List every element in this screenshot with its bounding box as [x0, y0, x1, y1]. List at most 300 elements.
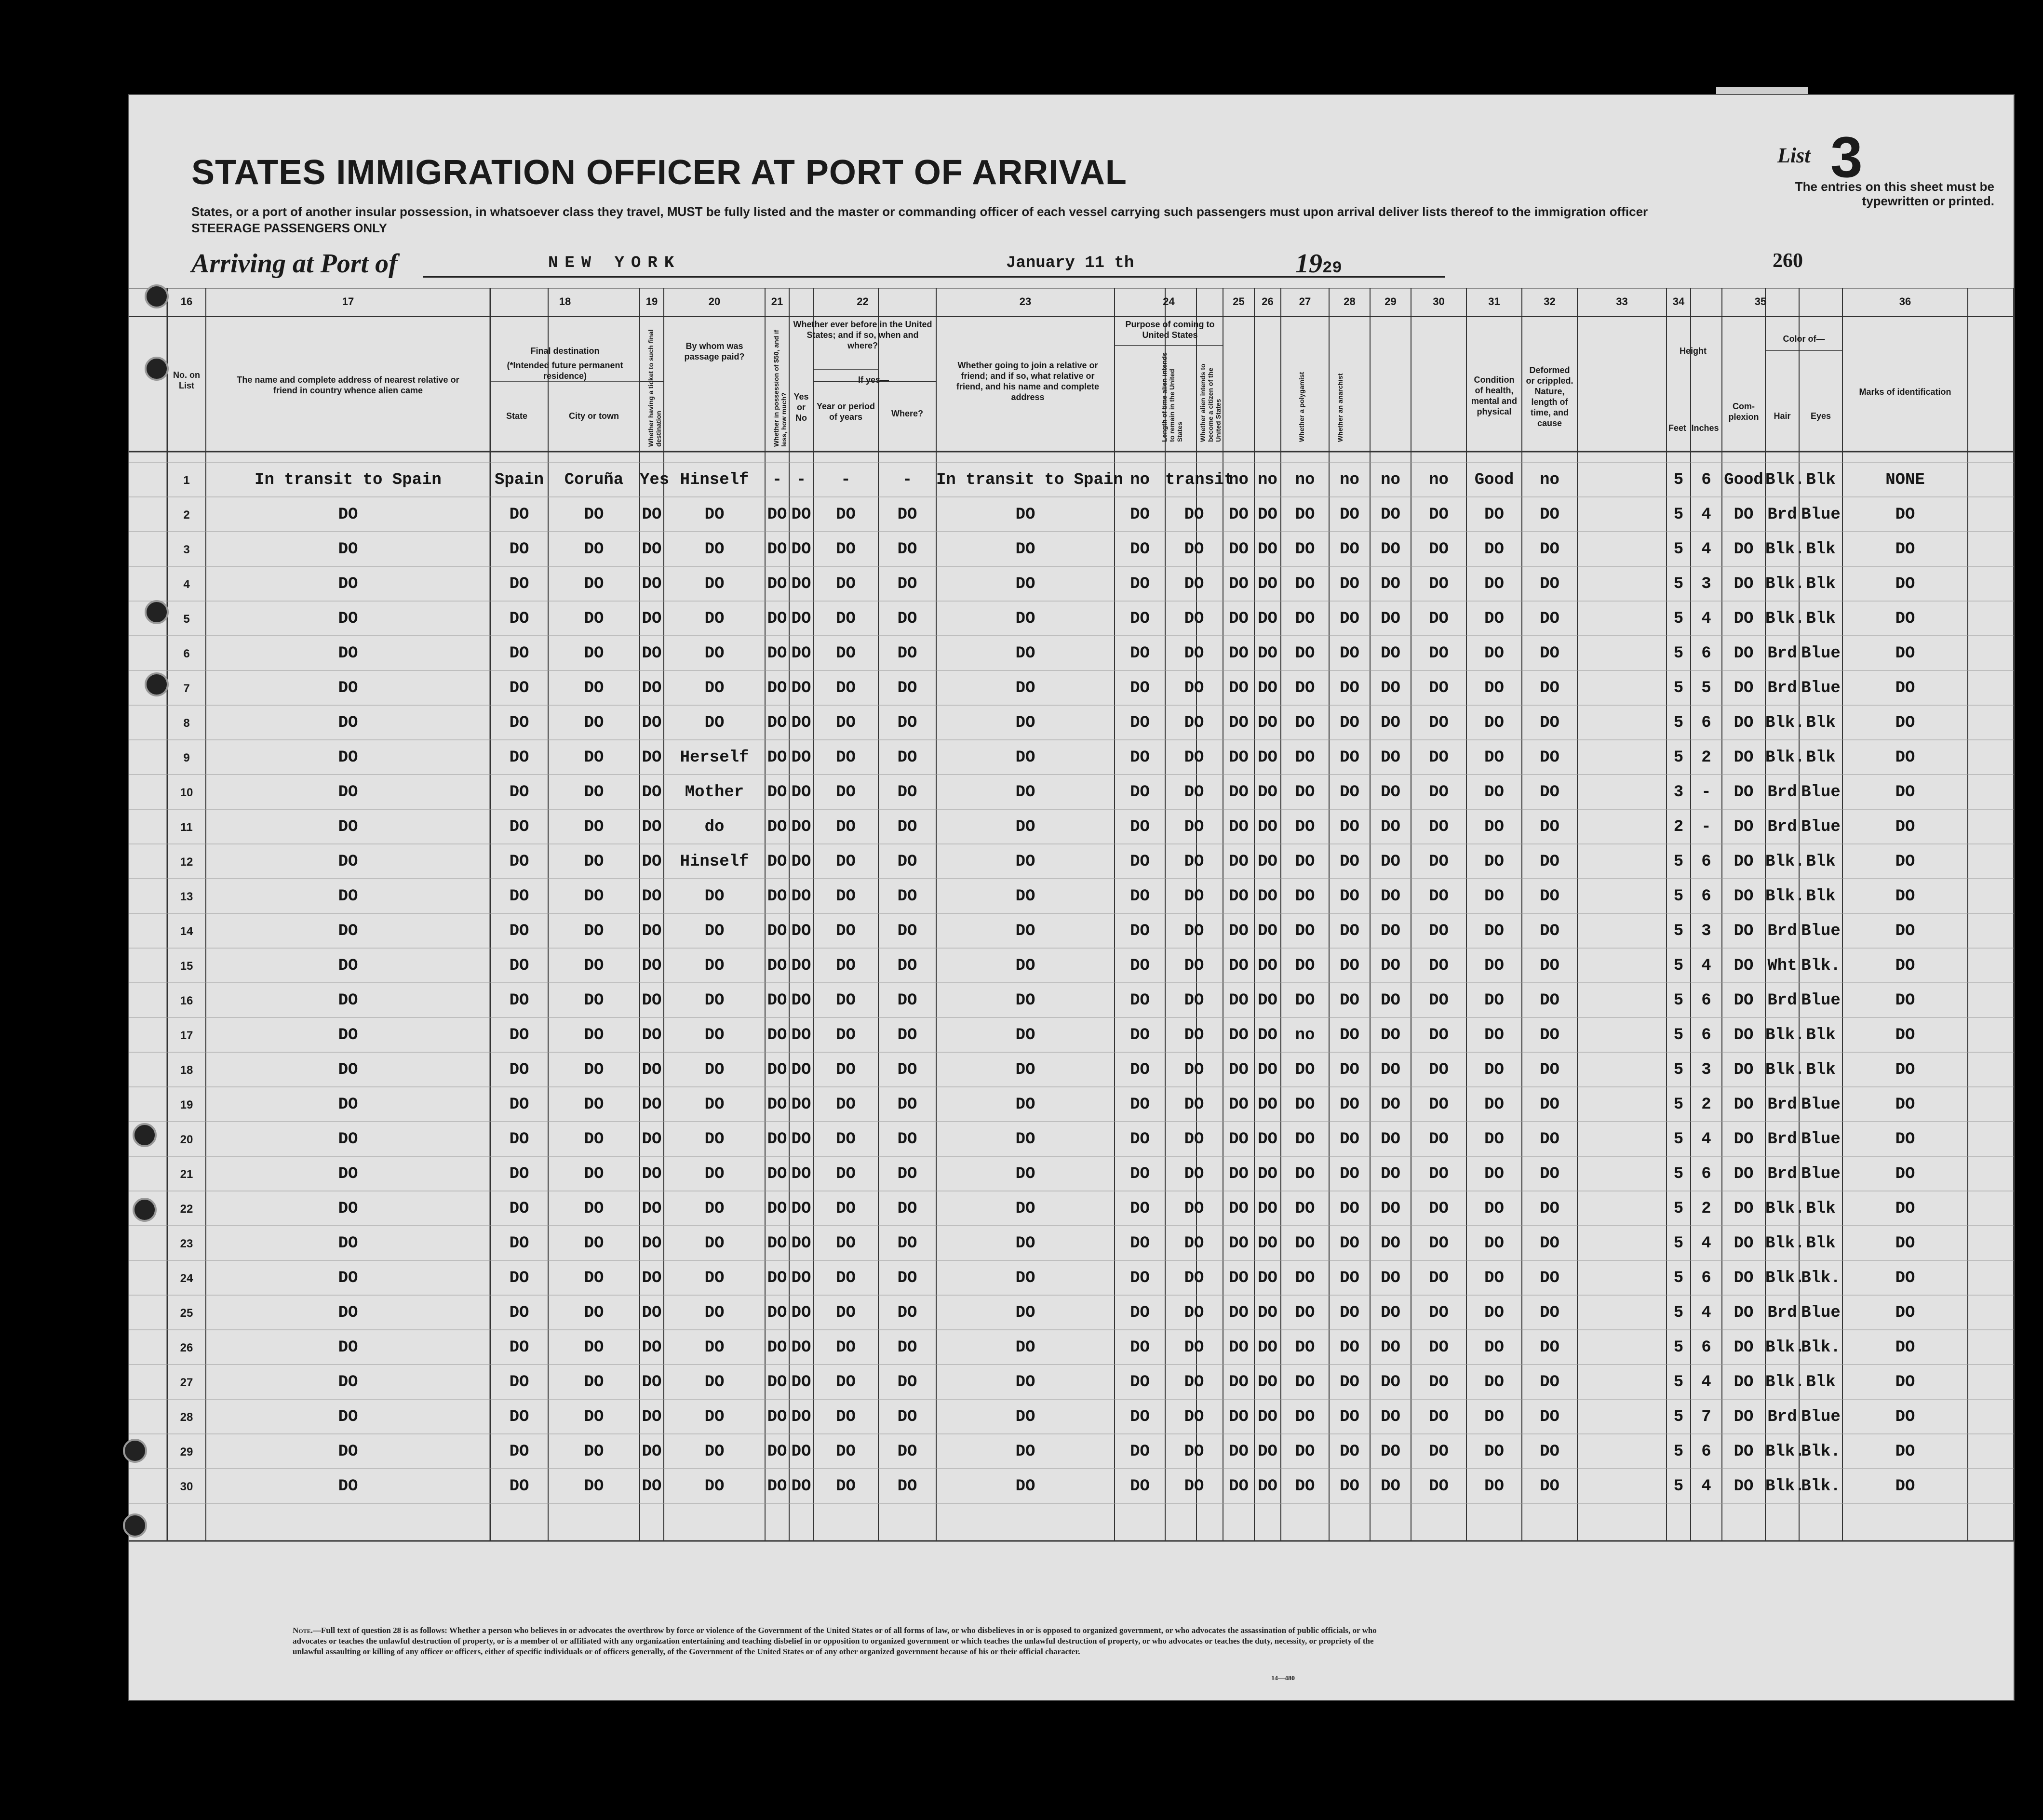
relative-cell: DO [338, 575, 358, 593]
where-cell: DO [897, 714, 917, 732]
relative-cell: DO [338, 783, 358, 802]
deformed-cell: DO [1540, 1408, 1559, 1426]
polygamist-cell: DO [1295, 1408, 1315, 1426]
feet-cell: 5 [1673, 1200, 1684, 1218]
where-cell: DO [897, 887, 917, 906]
column-number-36: 36 [1899, 295, 1911, 308]
city-cell: DO [584, 1165, 604, 1183]
health-cell: DO [1484, 922, 1504, 940]
health-cell: DO [1484, 1269, 1504, 1287]
col30-cell: DO [1429, 818, 1449, 836]
length-cell: DO [1184, 506, 1204, 524]
state-cell: DO [509, 887, 529, 906]
ticket-cell: DO [642, 1130, 662, 1149]
money-cell: DO [767, 1477, 787, 1496]
purpose-cell: DO [1130, 1234, 1150, 1253]
row-number: 10 [180, 786, 193, 799]
marks-cell: DO [1895, 1408, 1915, 1426]
polygamist-cell: DO [1295, 818, 1315, 836]
health-cell: DO [1484, 714, 1504, 732]
passage-paid-cell: DO [704, 991, 725, 1010]
polygamist-cell: DO [1295, 679, 1315, 697]
state-cell: DO [509, 644, 529, 663]
eyes-cell: Blk. [1801, 1269, 1841, 1287]
header-hair: Hair [1774, 411, 1791, 421]
eyes-cell: Blk [1806, 749, 1836, 767]
complexion-cell: DO [1734, 1338, 1754, 1357]
form-number: 14—480 [1271, 1675, 1295, 1682]
col30-cell: DO [1429, 1304, 1449, 1322]
before-cell: DO [791, 1130, 811, 1149]
col26-cell: DO [1258, 1165, 1277, 1183]
before-cell: DO [791, 887, 811, 906]
feet-cell: 5 [1673, 1304, 1684, 1322]
citizen-cell: DO [1229, 540, 1249, 559]
where-cell: DO [897, 1477, 917, 1496]
deformed-cell: DO [1540, 610, 1559, 628]
column-number-35: 35 [1754, 295, 1767, 308]
citizen-cell: DO [1229, 922, 1249, 940]
eyes-cell: Blue [1801, 506, 1841, 524]
deformed-cell: DO [1540, 575, 1559, 593]
eyes-cell: Blk. [1801, 1338, 1841, 1357]
col26-cell: DO [1258, 644, 1277, 663]
inches-cell: 6 [1701, 887, 1711, 906]
city-cell: DO [584, 1096, 604, 1114]
header-where: Where? [891, 409, 923, 418]
complexion-cell: DO [1734, 922, 1754, 940]
state-cell: DO [509, 853, 529, 871]
feet-cell: 5 [1673, 1130, 1684, 1149]
city-cell: DO [584, 506, 604, 524]
joining-cell: DO [1015, 540, 1035, 559]
feet-cell: 5 [1673, 749, 1684, 767]
city-cell: DO [584, 818, 604, 836]
inches-cell: 4 [1701, 1234, 1711, 1253]
purpose-cell: DO [1130, 506, 1150, 524]
length-cell: DO [1184, 957, 1204, 975]
deformed-cell: DO [1540, 679, 1559, 697]
binder-hole [133, 1123, 157, 1147]
anarchist-cell: DO [1340, 610, 1359, 628]
citizen-cell: DO [1229, 783, 1249, 802]
joining-cell: DO [1015, 714, 1035, 732]
before-cell: DO [791, 714, 811, 732]
joining-cell: DO [1015, 1269, 1035, 1287]
complexion-cell: DO [1734, 957, 1754, 975]
anarchist-cell: DO [1340, 853, 1359, 871]
header-height: Height [1680, 346, 1707, 356]
purpose-cell: no [1130, 471, 1150, 489]
header-passage-paid: By whom was passage paid? [684, 341, 745, 361]
header-city: City or town [569, 411, 619, 421]
header-condition-health: Condition of health, mental and physical [1471, 375, 1518, 416]
hair-cell: Blk. [1765, 575, 1805, 593]
hair-cell: Brd [1767, 1096, 1797, 1114]
inches-cell: 4 [1701, 540, 1711, 559]
anarchist-cell: DO [1340, 818, 1359, 836]
ticket-cell: DO [642, 644, 662, 663]
city-cell: DO [584, 853, 604, 871]
citizen-cell: DO [1229, 991, 1249, 1010]
polygamist-cell: no [1295, 471, 1315, 489]
deformed-cell: DO [1540, 922, 1559, 940]
feet-cell: 5 [1673, 1026, 1684, 1044]
where-cell: DO [897, 575, 917, 593]
joining-cell: DO [1015, 853, 1035, 871]
purpose-cell: DO [1130, 1443, 1150, 1461]
col26-cell: DO [1258, 679, 1277, 697]
eyes-cell: Blk. [1801, 1443, 1841, 1461]
joining-cell: DO [1015, 922, 1035, 940]
joining-cell: DO [1015, 679, 1035, 697]
row-number: 3 [183, 543, 190, 556]
hair-cell: Blk. [1765, 1477, 1805, 1496]
before-cell: DO [791, 1443, 811, 1461]
health-cell: DO [1484, 1373, 1504, 1392]
purpose-cell: DO [1130, 610, 1150, 628]
ticket-cell: DO [642, 1408, 662, 1426]
col30-cell: DO [1429, 887, 1449, 906]
state-cell: DO [509, 1061, 529, 1079]
col29-cell: DO [1381, 1408, 1400, 1426]
polygamist-cell: DO [1295, 714, 1315, 732]
passage-paid-cell: Mother [685, 783, 744, 802]
length-cell: DO [1184, 1408, 1204, 1426]
before-cell: DO [791, 1477, 811, 1496]
length-cell: DO [1184, 1130, 1204, 1149]
feet-cell: 5 [1673, 957, 1684, 975]
column-number-28: 28 [1344, 295, 1356, 308]
hair-cell: Brd [1767, 644, 1797, 663]
where-cell: DO [897, 853, 917, 871]
where-cell: DO [897, 1200, 917, 1218]
marks-cell: DO [1895, 1061, 1915, 1079]
length-cell: DO [1184, 610, 1204, 628]
deformed-cell: DO [1540, 1338, 1559, 1357]
city-cell: DO [584, 1269, 604, 1287]
passage-paid-cell: DO [704, 1200, 725, 1218]
state-cell: DO [509, 1234, 529, 1253]
length-cell: DO [1184, 1338, 1204, 1357]
anarchist-cell: DO [1340, 1165, 1359, 1183]
col26-cell: DO [1258, 1234, 1277, 1253]
col26-cell: DO [1258, 1373, 1277, 1392]
anarchist-cell: DO [1340, 714, 1359, 732]
before-cell: DO [791, 1200, 811, 1218]
money-cell: DO [767, 957, 787, 975]
money-cell: DO [767, 1338, 787, 1357]
inches-cell: 4 [1701, 506, 1711, 524]
deformed-cell: DO [1540, 1304, 1559, 1322]
health-cell: DO [1484, 783, 1504, 802]
inches-cell: 4 [1701, 1304, 1711, 1322]
anarchist-cell: DO [1340, 1338, 1359, 1357]
city-cell: DO [584, 1408, 604, 1426]
before-cell: DO [791, 506, 811, 524]
period-cell: DO [836, 749, 856, 767]
passage-paid-cell: DO [704, 957, 725, 975]
column-number-33: 33 [1616, 295, 1628, 308]
instructions-line-2: STEERAGE PASSENGERS ONLY [191, 221, 387, 235]
eyes-cell: Blue [1801, 991, 1841, 1010]
before-cell: DO [791, 1061, 811, 1079]
joining-cell: DO [1015, 610, 1035, 628]
health-cell: DO [1484, 1477, 1504, 1496]
citizen-cell: DO [1229, 506, 1249, 524]
header-anarchist: Whether an anarchist [1336, 373, 1344, 442]
period-cell: DO [836, 540, 856, 559]
health-cell: DO [1484, 957, 1504, 975]
joining-cell: DO [1015, 1338, 1035, 1357]
polygamist-cell: DO [1295, 1269, 1315, 1287]
inches-cell: - [1701, 783, 1711, 802]
col26-cell: DO [1258, 1304, 1277, 1322]
marks-cell: DO [1895, 1200, 1915, 1218]
ticket-cell: DO [642, 1234, 662, 1253]
city-cell: DO [584, 714, 604, 732]
year-suffix: 29 [1322, 259, 1342, 278]
period-cell: DO [836, 1338, 856, 1357]
citizen-cell: DO [1229, 1269, 1249, 1287]
passage-paid-cell: DO [704, 1269, 725, 1287]
page-title: STATES IMMIGRATION OFFICER AT PORT OF ARRIVAL [191, 153, 1127, 192]
relative-cell: DO [338, 1026, 358, 1044]
feet-cell: 5 [1673, 471, 1684, 489]
col29-cell: DO [1381, 540, 1400, 559]
col30-cell: DO [1429, 853, 1449, 871]
state-cell: DO [509, 749, 529, 767]
col29-cell: DO [1381, 957, 1400, 975]
col26-cell: DO [1258, 1443, 1277, 1461]
anarchist-cell: DO [1340, 1130, 1359, 1149]
feet-cell: 3 [1673, 783, 1684, 802]
eyes-cell: Blk [1806, 471, 1836, 489]
purpose-cell: DO [1130, 991, 1150, 1010]
col29-cell: DO [1381, 818, 1400, 836]
col30-cell: DO [1429, 1408, 1449, 1426]
deformed-cell: DO [1540, 506, 1559, 524]
purpose-cell: DO [1130, 575, 1150, 593]
purpose-cell: DO [1130, 1373, 1150, 1392]
health-cell: DO [1484, 887, 1504, 906]
passage-paid-cell: do [704, 818, 725, 836]
eyes-cell: Blk. [1801, 957, 1841, 975]
polygamist-cell: DO [1295, 506, 1315, 524]
length-cell: DO [1184, 783, 1204, 802]
feet-cell: 5 [1673, 1061, 1684, 1079]
citizen-cell: DO [1229, 749, 1249, 767]
length-cell: DO [1184, 853, 1204, 871]
state-cell: DO [509, 1477, 529, 1496]
column-number-25: 25 [1233, 295, 1245, 308]
feet-cell: 5 [1673, 1096, 1684, 1114]
joining-cell: DO [1015, 1130, 1035, 1149]
money-cell: DO [767, 749, 787, 767]
col26-cell: DO [1258, 506, 1277, 524]
purpose-cell: DO [1130, 749, 1150, 767]
city-cell: Coruña [564, 471, 624, 489]
where-cell: DO [897, 1061, 917, 1079]
joining-cell: DO [1015, 1408, 1035, 1426]
feet-cell: 5 [1673, 887, 1684, 906]
deformed-cell: DO [1540, 714, 1559, 732]
marks-cell: DO [1895, 818, 1915, 836]
purpose-cell: DO [1130, 957, 1150, 975]
period-cell: DO [836, 1373, 856, 1392]
hair-cell: Brd [1767, 1304, 1797, 1322]
arrival-year [1295, 248, 1342, 279]
col30-cell: DO [1429, 575, 1449, 593]
header-color-of: Color of— [1783, 334, 1825, 344]
column-number-21: 21 [771, 295, 783, 308]
eyes-cell: Blue [1801, 783, 1841, 802]
state-cell: DO [509, 957, 529, 975]
polygamist-cell: no [1295, 1026, 1315, 1044]
health-cell: Good [1474, 471, 1514, 489]
complexion-cell: DO [1734, 1234, 1754, 1253]
city-cell: DO [584, 1443, 604, 1461]
deformed-cell: DO [1540, 1096, 1559, 1114]
header-possession-50: Whether in possession of $50, and if less, how much? [772, 330, 788, 447]
header-complexion: Com-plexion [1728, 401, 1759, 422]
passage-paid-cell: DO [704, 1477, 725, 1496]
marks-cell: DO [1895, 714, 1915, 732]
anarchist-cell: DO [1340, 1477, 1359, 1496]
manifest-table [129, 288, 2014, 1671]
where-cell: DO [897, 922, 917, 940]
hair-cell: Blk. [1765, 1269, 1805, 1287]
table-grid [129, 288, 2014, 1671]
feet-cell: 5 [1673, 991, 1684, 1010]
complexion-cell: DO [1734, 818, 1754, 836]
col29-cell: DO [1381, 1061, 1400, 1079]
joining-cell: DO [1015, 1234, 1035, 1253]
anarchist-cell: DO [1340, 644, 1359, 663]
deformed-cell: DO [1540, 957, 1559, 975]
before-cell: DO [791, 783, 811, 802]
column-number-24: 24 [1163, 295, 1175, 308]
before-cell: DO [791, 644, 811, 663]
col29-cell: DO [1381, 714, 1400, 732]
list-note: The entries on this sheet must be typewritten or printed. [1795, 179, 1994, 208]
citizen-cell: DO [1229, 887, 1249, 906]
row-number: 20 [180, 1133, 193, 1146]
column-number-27: 27 [1299, 295, 1311, 308]
row-number: 16 [180, 994, 193, 1007]
state-cell: DO [509, 540, 529, 559]
deformed-cell: DO [1540, 1165, 1559, 1183]
citizen-cell: DO [1229, 1026, 1249, 1044]
health-cell: DO [1484, 1061, 1504, 1079]
marks-cell: DO [1895, 1234, 1915, 1253]
marks-cell: DO [1895, 679, 1915, 697]
col26-cell: DO [1258, 540, 1277, 559]
before-cell: DO [791, 749, 811, 767]
inches-cell: 4 [1701, 610, 1711, 628]
money-cell: DO [767, 991, 787, 1010]
state-cell: DO [509, 1373, 529, 1392]
eyes-cell: Blk [1806, 1234, 1836, 1253]
period-cell: DO [836, 1408, 856, 1426]
period-cell: DO [836, 1096, 856, 1114]
hair-cell: Brd [1767, 991, 1797, 1010]
money-cell: DO [767, 1234, 787, 1253]
row-number: 13 [180, 890, 193, 903]
header-year-period: Year or period of years [816, 401, 875, 422]
col26-cell: DO [1258, 610, 1277, 628]
deformed-cell: DO [1540, 818, 1559, 836]
marks-cell: NONE [1885, 471, 1925, 489]
ticket-cell: DO [642, 1443, 662, 1461]
joining-cell: DO [1015, 957, 1035, 975]
complexion-cell: DO [1734, 1165, 1754, 1183]
feet-cell: 5 [1673, 922, 1684, 940]
polygamist-cell: DO [1295, 1061, 1315, 1079]
anarchist-cell: DO [1340, 1443, 1359, 1461]
citizen-cell: DO [1229, 853, 1249, 871]
deformed-cell: DO [1540, 1200, 1559, 1218]
inches-cell: 6 [1701, 1165, 1711, 1183]
money-cell: DO [767, 1304, 787, 1322]
state-cell: DO [509, 922, 529, 940]
before-cell: DO [791, 1304, 811, 1322]
feet-cell: 5 [1673, 679, 1684, 697]
period-cell: DO [836, 991, 856, 1010]
col26-cell: DO [1258, 991, 1277, 1010]
health-cell: DO [1484, 1026, 1504, 1044]
citizen-cell: DO [1229, 1096, 1249, 1114]
where-cell: DO [897, 1026, 917, 1044]
col26-cell: DO [1258, 1061, 1277, 1079]
relative-cell: DO [338, 679, 358, 697]
inches-cell: 7 [1701, 1408, 1711, 1426]
anarchist-cell: DO [1340, 957, 1359, 975]
eyes-cell: Blk [1806, 1373, 1836, 1392]
period-cell: DO [836, 506, 856, 524]
marks-cell: DO [1895, 1373, 1915, 1392]
marks-cell: DO [1895, 644, 1915, 663]
health-cell: DO [1484, 540, 1504, 559]
ticket-cell: DO [642, 1338, 662, 1357]
money-cell: DO [767, 506, 787, 524]
inches-cell: - [1701, 818, 1711, 836]
feet-cell: 5 [1673, 1269, 1684, 1287]
ticket-cell: DO [642, 1304, 662, 1322]
header-yes-or-no: Yes or No [793, 392, 809, 423]
polygamist-cell: DO [1295, 853, 1315, 871]
ticket-cell: DO [642, 714, 662, 732]
state-cell: DO [509, 1200, 529, 1218]
money-cell: DO [767, 714, 787, 732]
col30-cell: DO [1429, 1338, 1449, 1357]
ticket-cell: DO [642, 1373, 662, 1392]
polygamist-cell: DO [1295, 991, 1315, 1010]
eyes-cell: Blk [1806, 714, 1836, 732]
row-number: 23 [180, 1237, 193, 1250]
passage-paid-cell: DO [704, 1096, 725, 1114]
joining-cell: DO [1015, 575, 1035, 593]
ticket-cell: DO [642, 1061, 662, 1079]
purpose-cell: DO [1130, 922, 1150, 940]
row-number: 1 [183, 474, 190, 487]
col29-cell: DO [1381, 853, 1400, 871]
complexion-cell: DO [1734, 1200, 1754, 1218]
row-number: 30 [180, 1480, 193, 1493]
hair-cell: Blk. [1765, 1061, 1805, 1079]
where-cell: DO [897, 1338, 917, 1357]
column-number-20: 20 [708, 295, 721, 308]
